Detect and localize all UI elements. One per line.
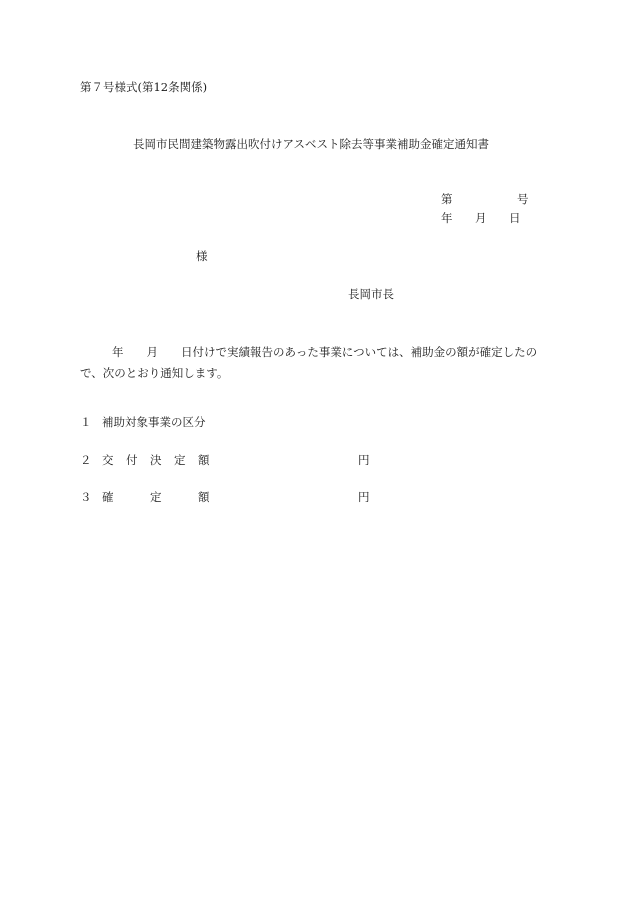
document-number-prefix: 第	[441, 192, 453, 206]
grant-amount-yen-unit: 円	[358, 453, 370, 467]
document-title: 長岡市民間建築物露出吹付けアスベスト除去等事業補助金確定通知書	[133, 137, 490, 151]
issuer-name: 長岡市長	[348, 287, 394, 301]
body-line-1: 日付けで実績報告のあった事業については、補助金の額が確定したの	[181, 345, 538, 359]
notice-body-text	[80, 342, 552, 384]
issue-date-row	[441, 213, 521, 225]
item-label-char: 確	[102, 490, 114, 504]
document-number-row	[441, 194, 529, 206]
item-label-char: 付	[126, 453, 138, 467]
item-label-char: 定	[150, 490, 162, 504]
item-label-char: 額	[198, 453, 210, 467]
body-month-label: 月	[146, 345, 158, 359]
date-day-label: 日	[509, 211, 521, 225]
addressee-honorific: 様	[196, 249, 208, 263]
item-label: 補助対象事業の区分	[102, 415, 206, 429]
item-number: ２	[80, 453, 92, 467]
body-line-2: で、次のとおり通知します。	[80, 366, 229, 380]
item-label-char: 交	[102, 453, 114, 467]
body-year-label: 年	[112, 345, 124, 359]
item-label-char: 決	[150, 453, 162, 467]
item-grant-decision-amount	[80, 455, 210, 467]
document-number-suffix: 号	[517, 192, 529, 206]
confirmed-amount-yen-unit: 円	[358, 490, 370, 504]
item-label-char: 定	[174, 453, 186, 467]
item-number: １	[80, 415, 92, 429]
item-number: ３	[80, 490, 92, 504]
form-number-label: 第７号様式(第12条関係)	[80, 80, 208, 94]
date-month-label: 月	[475, 211, 487, 225]
item-label-char: 額	[198, 490, 210, 504]
item-confirmed-amount	[80, 492, 210, 504]
date-year-label: 年	[441, 211, 453, 225]
item-subsidy-category	[80, 417, 206, 429]
